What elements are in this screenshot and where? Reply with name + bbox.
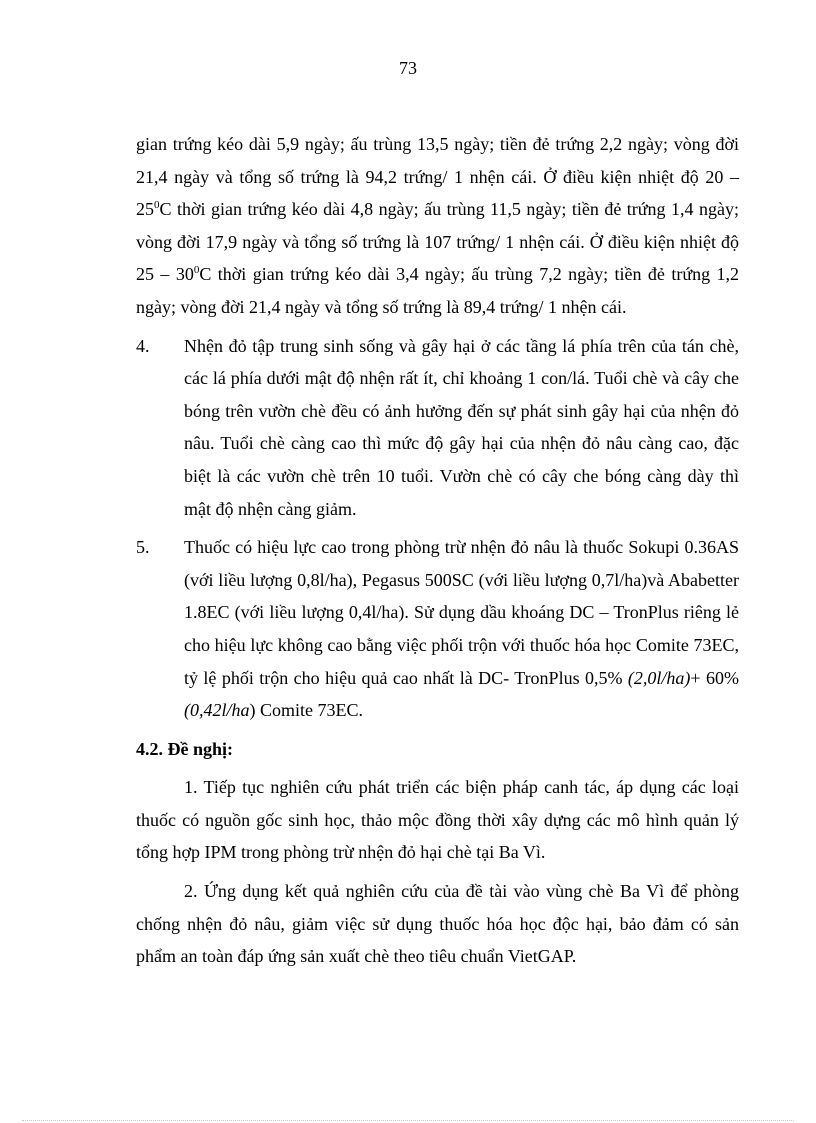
continuation-text-c: C thời gian trứng kéo dài 3,4 ngày; ấu trùng 7,2 ngày; tiền đẻ trứng 1,2 ngày; vòng đời 21,4 ngày và tổng số trứng là 89,4 trứng/ 1 nhện cái.	[136, 264, 740, 317]
degree-superscript: 0	[154, 199, 160, 212]
item5-text-a: Thuốc có hiệu lực cao trong phòng trừ nhện đỏ nâu là thuốc Sokupi 0.36AS (với liều lượng 0,8l/ha), Pegasus 500SC (với liều lượng 0,7l/ha)và Ababetter 1.8EC (với liều lượng 0,4l/ha). Sử dụng dầu khoáng DC – TronPlus riêng lẻ cho hiệu lực không cao bằng việc phối trộn với thuốc hóa học Comite 73EC, tỷ lệ phối trộn cho hiệu quả cao nhất là DC- TronPlus 0,5%	[184, 537, 739, 688]
item-number: 4.	[136, 335, 150, 356]
page-number: 73	[399, 58, 417, 78]
page-bottom-divider	[22, 1120, 794, 1121]
item5-italic-b: (0,42l/ha	[184, 700, 250, 721]
proposal-paragraph-1: 1. Tiếp tục nghiên cứu phát triển các biện pháp canh tác, áp dụng các loại thuốc có nguồn gốc sinh học, thảo mộc đồng thời xây dựng các mô hình quản lý tổng hợp IPM trong phòng trừ nhện đỏ hại chè tại Ba Vì.	[136, 777, 739, 863]
item5-italic-a: (2,0l/ha)	[627, 667, 691, 688]
item-number: 5.	[136, 537, 150, 558]
proposal-paragraph-2: 2. Ứng dụng kết quả nghiên cứu của đề tài vào vùng chè Ba Vì để phòng chống nhện đỏ nâu, giảm việc sử dụng thuốc hóa học độc hại, bảo đảm có sản phẩm an toàn đáp ứng sản xuất chè theo tiêu chuẩn VietGAP.	[136, 881, 739, 967]
item5-text-c: ) Comite 73EC.	[249, 700, 363, 721]
document-body	[136, 128, 739, 979]
conclusion-item-5	[136, 531, 739, 727]
section-heading: 4.2. Đề nghị:	[136, 738, 234, 759]
continuation-text-b: C thời gian trứng kéo dài 4,8 ngày; ấu trùng 11,5 ngày; tiền đẻ trứng 1,4 ngày; vòng đời 17,9 ngày và tổng số trứng là 107 trứng/ 1 nhện cái. Ở điều kiện nhiệt độ 25 – 30	[136, 199, 739, 285]
conclusion-item-4	[136, 330, 739, 526]
item5-text-b: + 60%	[690, 667, 739, 688]
degree-superscript: 0	[193, 264, 200, 277]
continuation-text-a: gian trứng kéo dài 5,9 ngày; ấu trùng 13,5 ngày; tiền đẻ trứng 2,2 ngày; vòng đời 21,4 ngày và tổng số trứng là 94,2 trứng/ 1 nhện cái. Ở điều kiện nhiệt độ 20 – 25	[136, 134, 739, 220]
continuation-paragraph	[136, 128, 739, 324]
item-text	[184, 531, 739, 727]
item-text: Nhện đỏ tập trung sinh sống và gây hại ở các tầng lá phía trên của tán chè, các lá phía dưới mật độ nhện rất ít, chỉ khoảng 1 con/lá. Tuổi chè và cây che bóng trên vườn chè đều có ảnh hưởng đến sự phát sinh gây hại của nhện đỏ nâu. Tuổi chè càng cao thì mức độ gây hại của nhện đỏ nâu càng cao, đặc biệt là các vườn chè trên 10 tuổi. Vườn chè có cây che bóng càng dày thì mật độ nhện càng giảm.	[184, 335, 739, 519]
